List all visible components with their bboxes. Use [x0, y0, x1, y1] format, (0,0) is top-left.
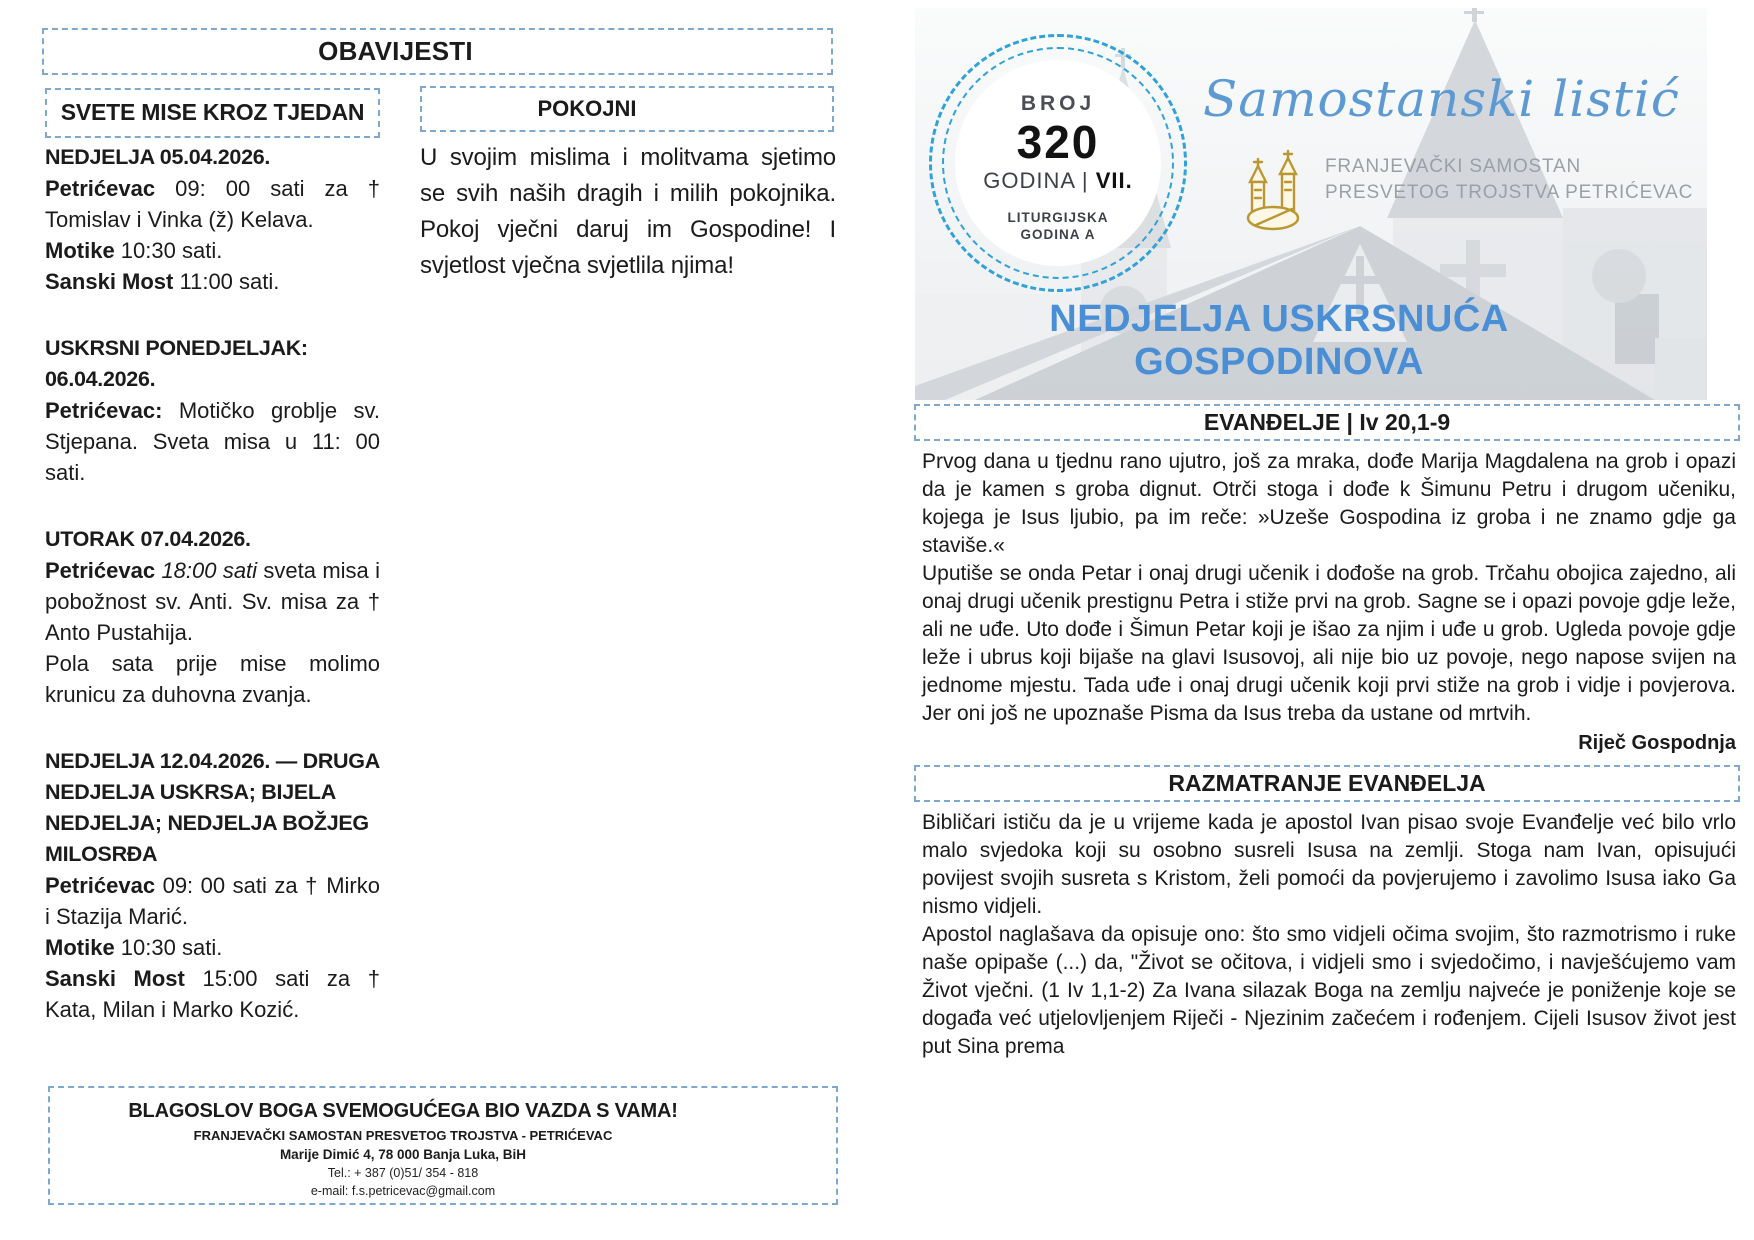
- masthead-organization: [1325, 154, 1693, 206]
- footer-organization: FRANJEVAČKI SAMOSTAN PRESVETOG TROJSTVA - PETRIĆEVAC: [193, 1128, 613, 1143]
- footer-address: Marije Dimić 4, 78 000 Banja Luka, BiH: [279, 1147, 527, 1162]
- mass-entry: [45, 333, 380, 488]
- year-label: GODINA |: [983, 168, 1096, 193]
- issue-badge: [929, 34, 1187, 292]
- mass-entry: [45, 746, 380, 1025]
- issue-number: 320: [1016, 116, 1100, 168]
- right-page-content: [914, 404, 1740, 1061]
- monastery-emblem-icon: [1243, 148, 1305, 237]
- deceased-header-box: [420, 86, 834, 132]
- gospel-header-box: [914, 404, 1740, 441]
- gospel-header: EVANĐELJE | Iv 20,1-9: [1203, 409, 1451, 435]
- badge-core: [955, 60, 1161, 266]
- liturgical-year: [1007, 209, 1108, 243]
- reflection-header: RAZMATRANJE EVANĐELJA: [1168, 770, 1486, 796]
- announcements-header-box: [42, 28, 833, 75]
- mass-entry-date: UTORAK 07.04.2026.: [45, 527, 251, 551]
- feast-day-title: NEDJELJA USKRSNUĆA GOSPODINOVA: [1049, 298, 1509, 383]
- liturgical-line2: GODINA: [1020, 227, 1085, 242]
- weekly-masses-header-box: [45, 88, 380, 138]
- deceased-text: U svojim mislima i molitvama sjetimo se svih naših dragih i milih pokojnika. Pokoj vječni daruj im Gospodine! I svjetlost vječna svjetlila njima!: [420, 144, 836, 279]
- reflection-text: Bibličari ističu da je u vrijeme kada je apostol Ivan pisao svoje Evanđelje već bilo vrlo malo svjedoka koji su osobno susreli Isusa na zemlji. Stoga nam Ivan, opisujući povijest svojih susreta s Kristom, želi pomoći da povjerujemo i zavolimo Isusa iako Ga nismo vidjeli. Apostol naglašava da opisuje ono: što smo vidjeli očima svojim, što razmotrismo i ruke naše opipaše (...) da, "Život se očitova, i vidjeli smo i svjedočimo, i navješćujemo vam Život vječni. (1 Iv 1,1-2) Za Ivana silazak Boga na zemlju najveće je poniženje koje se događa već utjelovljenjem Riječi - Njezinim začećem i rođenjem. Cijeli Isusov život jest put Sina prema: [922, 811, 1736, 1058]
- mass-entry-date: NEDJELJA 12.04.2026. — DRUGA NEDJELJA USKRSA; BIJELA NEDJELJA; NEDJELJA BOŽJEG MILOSRĐA: [45, 749, 380, 866]
- gospel-attribution: Riječ Gospodnja: [1578, 732, 1736, 754]
- masthead-org-line1: FRANJEVAČKI SAMOSTAN: [1325, 156, 1581, 177]
- mass-entry-details: Petrićevac: Motičko groblje sv. Stjepana. Sveta misa u 11: 00 sati.: [45, 398, 380, 485]
- masthead-photo-panel: [915, 8, 1707, 400]
- year-line: [983, 168, 1133, 194]
- mass-entry-details: Petrićevac 09: 00 sati za † Tomislav i Vinka (ž) Kelava. Motike 10:30 sati. Sanski Most 11:00 sati.: [45, 176, 380, 294]
- footer-email: e-mail: f.s.petricevac@gmail.com: [310, 1184, 496, 1198]
- mass-entry-details: Petrićevac 09: 00 sati za † Mirko i Stazija Marić. Motike 10:30 sati. Sanski Most 15:00 sati za † Kata, Milan i Marko Kozić.: [45, 873, 380, 1022]
- mass-entry-date: USKRSNI PONEDJELJAK: 06.04.2026.: [45, 336, 308, 391]
- weekly-masses-title: SVETE MISE KROZ TJEDAN: [60, 99, 365, 125]
- mass-entry-details: Petrićevac 18:00 sati sveta misa i pobožnost sv. Anti. Sv. misa za † Anto Pustahija. Pola sata prije mise molimo krunicu za duhovna zvanja.: [45, 558, 380, 707]
- mass-entry: [45, 142, 380, 297]
- newsletter-title: Samostanski listić: [1203, 70, 1680, 128]
- footer-phone: Tel.: + 387 (0)51/ 354 - 818: [327, 1166, 479, 1180]
- year-volume: VII.: [1095, 168, 1133, 193]
- liturgical-year-letter: A: [1084, 227, 1096, 242]
- mass-schedule-column: [45, 142, 380, 1025]
- deceased-title: POKOJNI: [537, 96, 637, 121]
- liturgical-line1: LITURGIJSKA: [1007, 210, 1109, 225]
- mass-entry: [45, 524, 380, 710]
- mass-entry-date: NEDJELJA 05.04.2026.: [45, 145, 271, 169]
- masthead-org-line2: PRESVETOG TROJSTVA PETRIĆEVAC: [1325, 182, 1694, 203]
- reflection-header-box: [914, 765, 1740, 802]
- issue-number-label: BROJ: [1020, 92, 1096, 115]
- footer-box: [48, 1086, 838, 1205]
- footer-blessing: BLAGOSLOV BOGA SVEMOGUĆEGA BIO VAZDA S VAMA!: [128, 1100, 678, 1122]
- announcements-title: OBAVIJESTI: [318, 36, 473, 66]
- gospel-text: Prvog dana u tjednu rano ujutro, još za mraka, dođe Marija Magdalena na grob i opazi da je kamen s groba dignut. Otrči stoga i dođe k Šimunu Petru i drugom učeniku, kojega je Isus ljubio, pa im reče: »Uzeše Gospodina iz groba i ne znamo gdje ga staviše.« Uputiše se onda Petar i onaj drugi učenik i dođoše na grob. Trčahu obojica zajedno, ali onaj drugi učenik prestignu Petra i stiže prvi na grob. Sagne se i opazi povoje gdje leže, ali ne uđe. Uto dođe i Šimun Petar koji je išao za njim i uđe u grob. Ugleda povoje gdje leže i ubrus koji bijaše na glavi Isusovoj, ali nije bio uz povoje, nego napose svijen na jednome mjestu. Tada uđe i onaj drugi učenik koji prvi stiže na grob i vidje i povjerova. Jer oni još ne upoznaše Pisma da Isus treba da ustane od mrtvih.: [922, 450, 1736, 725]
